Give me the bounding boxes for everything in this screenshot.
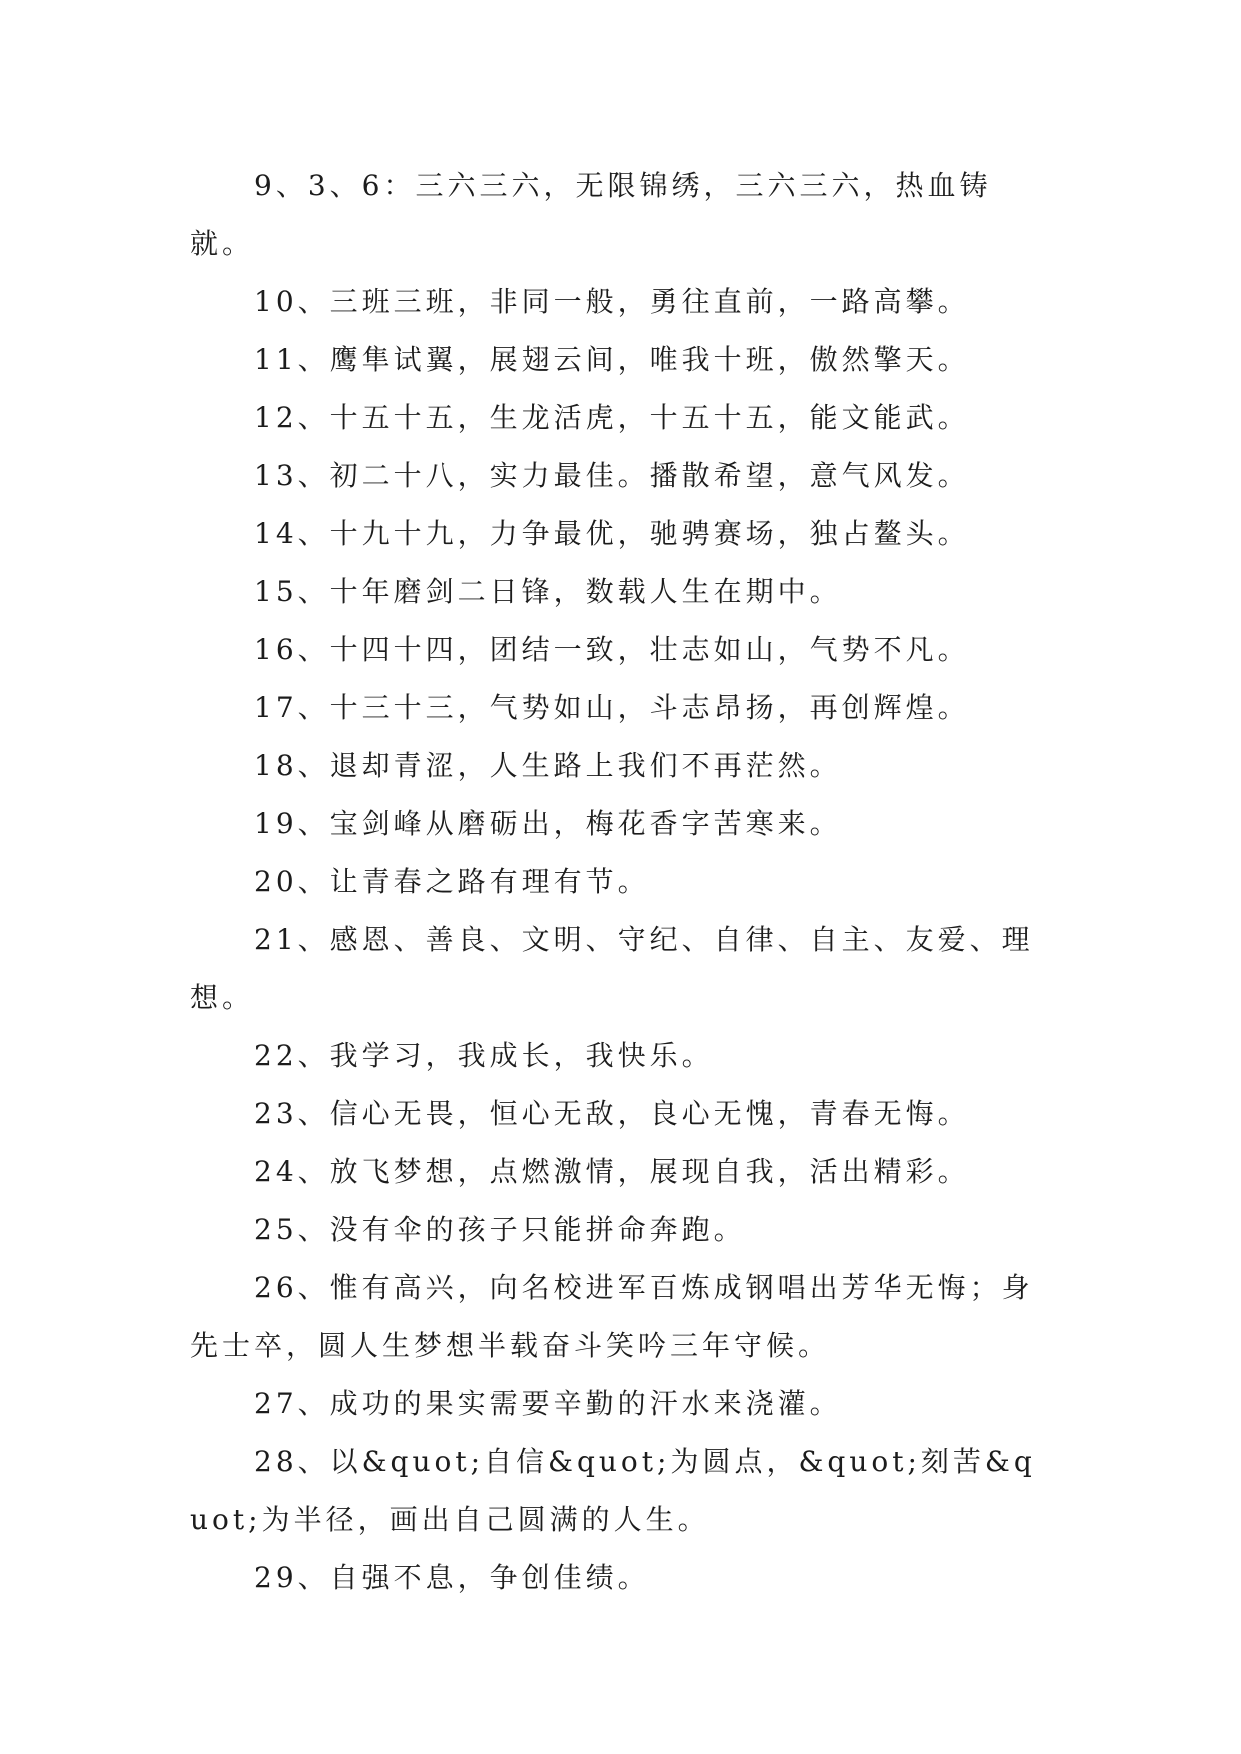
document-body bbox=[190, 157, 1050, 1607]
paragraph-23: 23、信心无畏，恒心无敌，良心无愧，青春无悔。 bbox=[254, 1097, 970, 1130]
paragraph-27: 27、成功的果实需要辛勤的汗水来浇灌。 bbox=[254, 1387, 842, 1420]
paragraph-17: 17、十三十三，气势如山，斗志昂扬，再创辉煌。 bbox=[254, 691, 970, 724]
paragraph-14: 14、十九十九，力争最优，驰骋赛场，独占鳌头。 bbox=[254, 517, 970, 550]
paragraph-16: 16、十四十四，团结一致，壮志如山，气势不凡。 bbox=[254, 633, 970, 666]
paragraph-21: 21、感恩、善良、文明、守纪、自律、自主、友爱、理想。 bbox=[190, 923, 1034, 1014]
paragraph-25: 25、没有伞的孩子只能拼命奔跑。 bbox=[254, 1213, 746, 1246]
paragraph-11: 11、鹰隼试翼，展翅云间，唯我十班，傲然擎天。 bbox=[254, 343, 970, 376]
paragraph-22: 22、我学习，我成长，我快乐。 bbox=[254, 1039, 714, 1072]
paragraph-28: 28、以&quot;自信&quot;为圆点，&quot;刻苦&quot;为半径，画出自己圆满的人生。 bbox=[190, 1445, 1036, 1536]
paragraph-20: 20、让青春之路有理有节。 bbox=[254, 865, 650, 898]
paragraph-24: 24、放飞梦想，点燃激情，展现自我，活出精彩。 bbox=[254, 1155, 970, 1188]
paragraph-15: 15、十年磨剑二日锋，数载人生在期中。 bbox=[254, 575, 842, 608]
paragraph-9: 9、3、6：三六三六，无限锦绣，三六三六，热血铸就。 bbox=[190, 169, 992, 260]
paragraph-26: 26、惟有高兴，向名校进军百炼成钢唱出芳华无悔；身先士卒，圆人生梦想半载奋斗笑吟三年守候。 bbox=[190, 1271, 1034, 1362]
paragraph-29: 29、自强不息，争创佳绩。 bbox=[254, 1561, 650, 1594]
paragraph-19: 19、宝剑峰从磨砺出，梅花香字苦寒来。 bbox=[254, 807, 842, 840]
paragraph-10: 10、三班三班，非同一般，勇往直前，一路高攀。 bbox=[254, 285, 970, 318]
paragraph-18: 18、退却青涩，人生路上我们不再茫然。 bbox=[254, 749, 842, 782]
paragraph-13: 13、初二十八，实力最佳。播散希望，意气风发。 bbox=[254, 459, 970, 492]
paragraph-12: 12、十五十五，生龙活虎，十五十五，能文能武。 bbox=[254, 401, 970, 434]
